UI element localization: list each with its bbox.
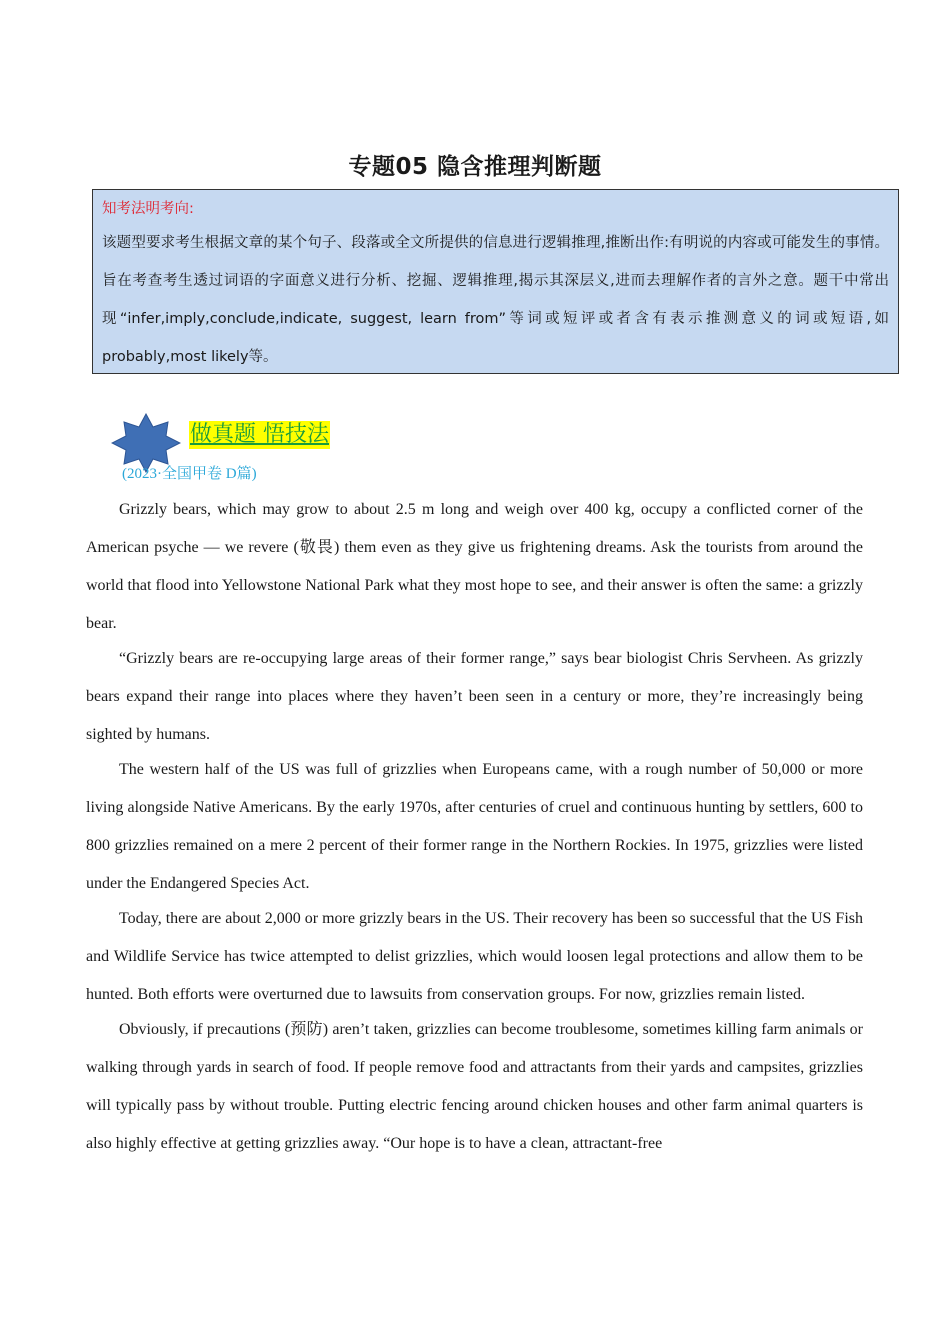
- article-paragraph: “Grizzly bears are re-occupying large areas of their former range,” says bear biologist Chris Servheen. As grizzly bears expand their range into places where they haven’t been seen in a century or more, they’re increasingly being sighted by humans.: [86, 650, 863, 743]
- article-paragraph: Grizzly bears, which may grow to about 2.5 m long and weigh over 400 kg, occupy a conflicted corner of the American psyche — we revere (敬畏) them even as they give us frightening dreams. Ask the tourists from around the world that flood into Yellowstone National Park what they most hope to see, and their answer is often the same: a grizzly bear.: [86, 501, 863, 632]
- info-box-body: 该题型要求考生根据文章的某个句子、段落或全文所提供的信息进行逻辑推理,推断出作:有明说的内容或可能发生的事情。旨在考查考生透过词语的字面意义进行分析、挖掘、逻辑推理,揭示其深层义,进而去理解作者的言外之意。题干中常出现“infer,imply,conclude,indicate, suggest, learn from”等词或短评或者含有表示推测意义的词或短语,如probably,most likely等。: [102, 235, 889, 365]
- info-box-heading: 知考法明考向:: [102, 201, 194, 217]
- page-title: 专题05 隐含推理判断题: [348, 154, 602, 180]
- section-heading: 做真题 悟技法: [190, 422, 329, 447]
- article-paragraph: Today, there are about 2,000 or more grizzly bears in the US. Their recovery has been so successful that the US Fish and Wildlife Service has twice attempted to delist grizzlies, which would loosen legal protections and allow them to be hunted. Both efforts were overturned due to lawsuits from conservation groups. For now, grizzlies remain listed.: [86, 910, 863, 1003]
- article-body: [86, 491, 863, 1160]
- article-paragraph: The western half of the US was full of grizzlies when Europeans came, with a rough number of 50,000 or more living alongside Native Americans. By the early 1970s, after centuries of cruel and continuous hunting by settlers, 600 to 800 grizzlies remained on a mere 2 percent of their former range in the Northern Rockies. In 1975, grizzlies were listed under the Endangered Species Act.: [86, 761, 863, 892]
- info-box: [92, 189, 899, 374]
- article-paragraph: Obviously, if precautions (预防) aren’t taken, grizzlies can become troublesome, sometimes killing farm animals or walking through yards in search of food. If people remove food and attractants from their yards and campsites, grizzlies will typically pass by without trouble. Putting electric fencing around chicken houses and other farm animal quarters is also highly effective at getting grizzlies away. “Our hope is to have a clean, attractant-free: [86, 1021, 863, 1152]
- source-citation: (2023·全国甲卷 D篇): [122, 466, 257, 482]
